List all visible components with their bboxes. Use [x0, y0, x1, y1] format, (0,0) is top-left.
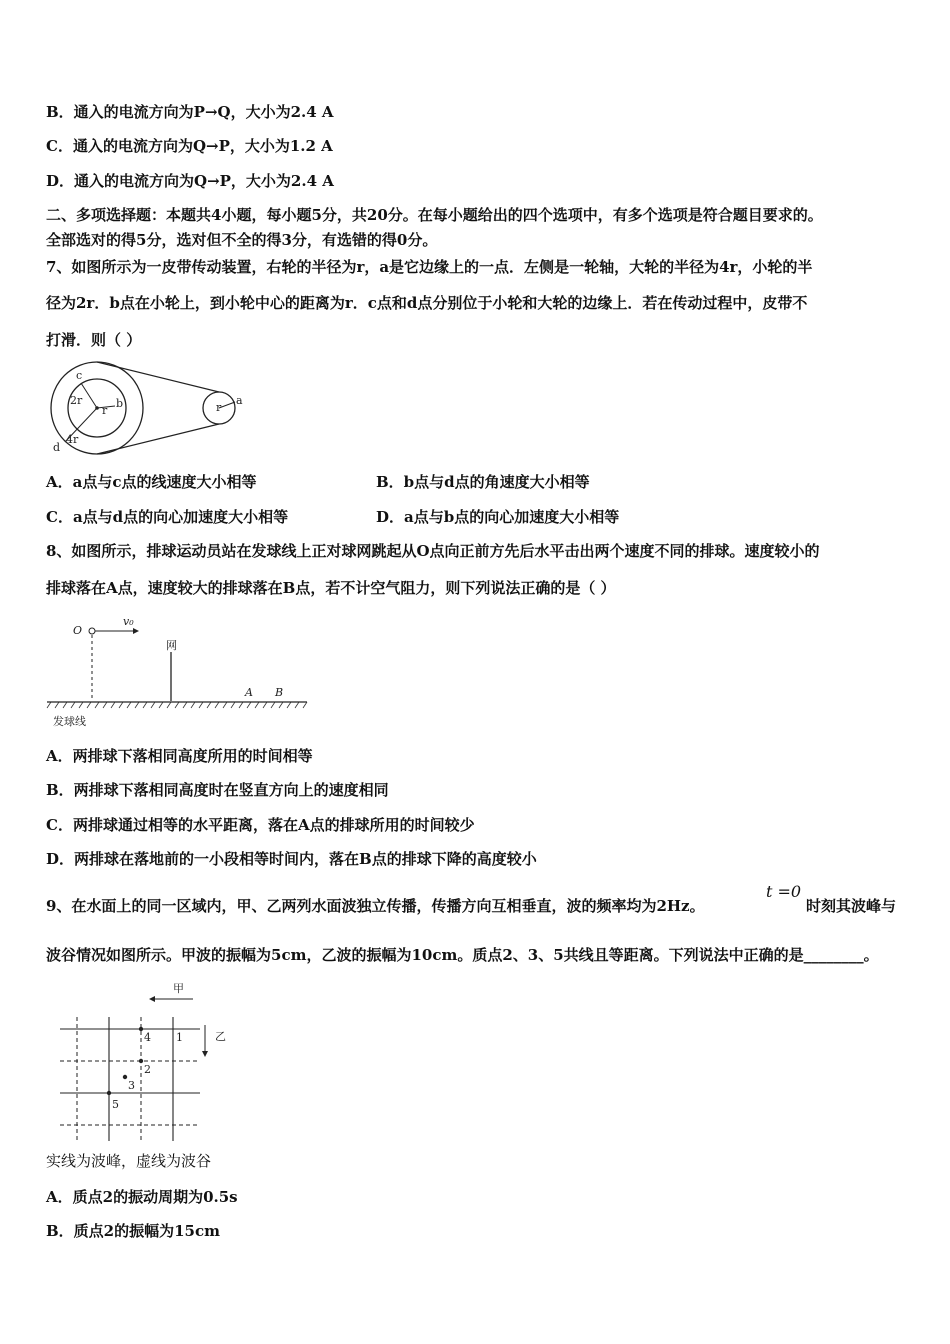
- q6-option-b: B．通入的电流方向为P→Q，大小为2.4 A: [46, 103, 334, 121]
- q7-label-d: d: [53, 441, 61, 454]
- q9-stem-line1a: 9、在水面上的同一区域内，甲、乙两列水面波独立传播，传播方向互相垂直，波的频率均为2Hz。: [46, 897, 705, 915]
- q9-label-5: 5: [112, 1098, 119, 1111]
- q9-label-3: 3: [128, 1079, 135, 1092]
- q9-wave-figure: [55, 975, 245, 1145]
- q7-label-b: b: [116, 397, 124, 410]
- q6-option-d: D．通入的电流方向为Q→P，大小为2.4 A: [46, 172, 334, 190]
- q8-option-b: B．两排球下落相同高度时在竖直方向上的速度相同: [46, 781, 389, 799]
- q8-option-c: C．两排球通过相等的水平距离，落在A点的排球所用的时间较少: [46, 816, 475, 834]
- q9-label-1: 1: [176, 1031, 183, 1044]
- q8-label-net: 网: [166, 639, 177, 652]
- q8-label-serve-line: 发球线: [53, 715, 86, 728]
- q7-option-a: A．a点与c点的线速度大小相等: [46, 473, 257, 491]
- q7-option-d: D．a点与b点的向心加速度大小相等: [376, 508, 620, 526]
- q7-label-c: c: [76, 369, 83, 382]
- q9-label-4: 4: [144, 1031, 151, 1044]
- q9-stem-line2: 波谷情况如图所示。甲波的振幅为5cm，乙波的振幅为10cm。质点2、3、5共线且等距离。下列说法中正确的是________。: [46, 946, 879, 964]
- q8-stem-line1: 8、如图所示，排球运动员站在发球线上正对球网跳起从O点向正前方先后水平击出两个速度不同的排球。速度较小的: [46, 542, 820, 560]
- q8-label-a: A: [245, 686, 253, 699]
- q7-label-r-center: r: [102, 404, 108, 417]
- q7-label-a: a: [236, 394, 243, 407]
- q7-label-right-r: r: [216, 401, 222, 414]
- q7-label-2r: 2r: [70, 394, 83, 407]
- q7-option-b: B．b点与d点的角速度大小相等: [376, 473, 590, 491]
- q7-stem-line1: 7、如图所示为一皮带传动装置，右轮的半径为r，a是它边缘上的一点．左侧是一轮轴，大轮的半径为4r，小轮的半: [46, 258, 813, 276]
- q9-option-b: B．质点2的振幅为15cm: [46, 1222, 220, 1240]
- q8-volleyball-figure: [45, 612, 315, 732]
- q9-t-formula: t =0: [766, 882, 802, 901]
- q7-stem-line3: 打滑．则（ ）: [46, 331, 142, 349]
- q9-label-jia: 甲: [173, 982, 184, 995]
- q8-option-a: A．两排球下落相同高度所用的时间相等: [46, 747, 313, 765]
- q8-label-b: B: [275, 686, 284, 699]
- q7-belt-figure: [45, 358, 255, 458]
- section2-heading-line1: 二、多项选择题：本题共4小题，每小题5分，共20分。在每小题给出的四个选项中，有多个选项是符合题目要求的。: [46, 206, 823, 224]
- q9-stem-line1b: 时刻其波峰与: [806, 897, 897, 915]
- q8-label-v0: v₀: [123, 615, 134, 628]
- q7-label-4r: 4r: [66, 433, 79, 446]
- q6-option-c: C．通入的电流方向为Q→P，大小为1.2 A: [46, 137, 333, 155]
- section2-heading-line2: 全部选对的得5分，选对但不全的得3分，有选错的得0分。: [46, 231, 438, 249]
- q9-figure-caption: 实线为波峰，虚线为波谷: [46, 1152, 212, 1170]
- q9-option-a: A．质点2的振动周期为0.5s: [46, 1188, 238, 1206]
- q9-label-yi: 乙: [215, 1030, 226, 1043]
- q9-label-2: 2: [144, 1063, 151, 1076]
- q7-stem-line2: 径为2r．b点在小轮上，到小轮中心的距离为r．c点和d点分别位于小轮和大轮的边缘上．若在传动过程中，皮带不: [46, 294, 808, 312]
- q7-option-c: C．a点与d点的向心加速度大小相等: [46, 508, 289, 526]
- q8-stem-line2: 排球落在A点，速度较大的排球落在B点，若不计空气阻力，则下列说法正确的是（ ）: [46, 579, 616, 597]
- q8-option-d: D．两排球在落地前的一小段相等时间内，落在B点的排球下降的高度较小: [46, 850, 537, 868]
- q8-label-o: O: [73, 624, 83, 637]
